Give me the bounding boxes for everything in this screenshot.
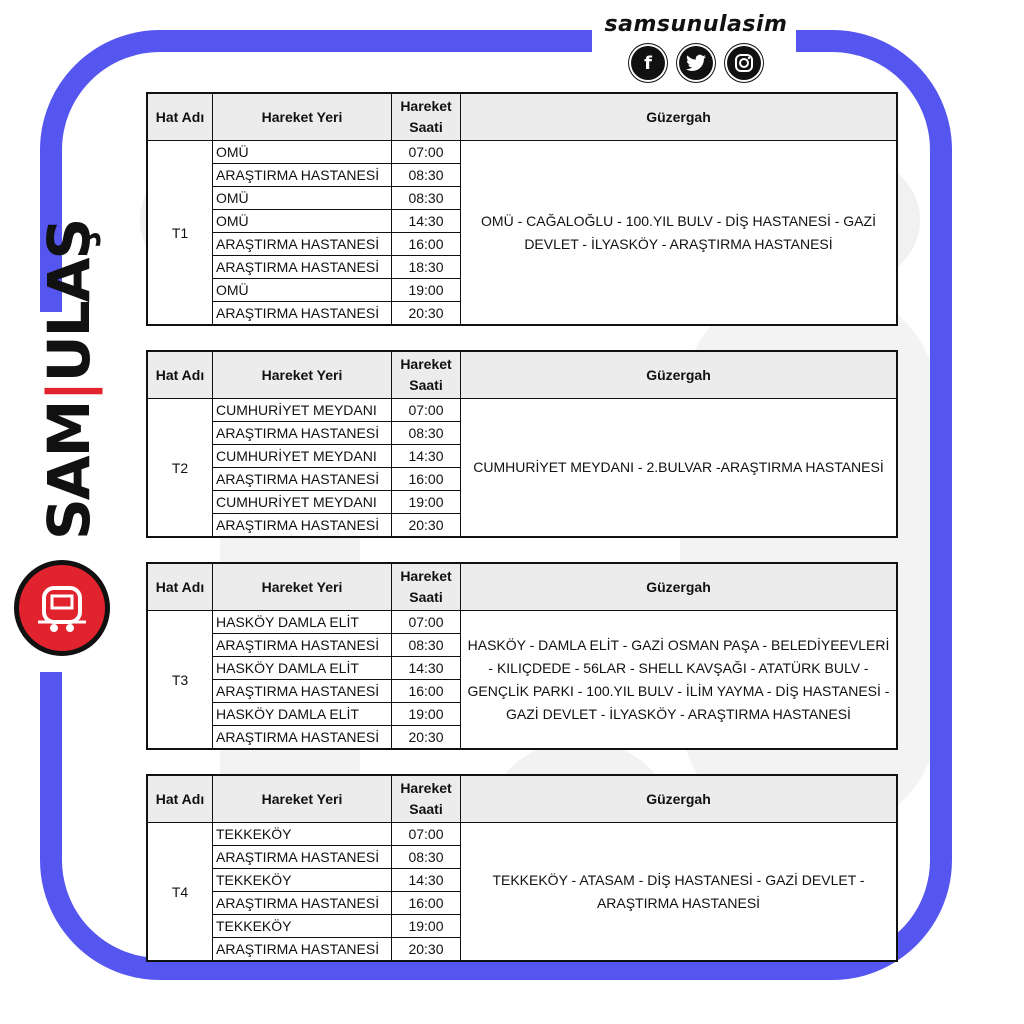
route-cell: CUMHURİYET MEYDANI - 2.BULVAR -ARAŞTIRMA HASTANESİ [461,399,898,538]
departure-place-cell: HASKÖY DAMLA ELİT [213,703,392,726]
departure-time-cell: 18:30 [392,256,461,279]
header-hat-adi: Hat Adı [147,351,213,399]
timetable-t2 [146,350,898,538]
line-name-cell: T3 [147,611,213,750]
header-hareket-saati [392,351,461,399]
timetable-t4 [146,774,898,962]
departure-time-cell: 19:00 [392,915,461,938]
header-guzergah: Güzergah [461,351,898,399]
timetable-t3 [146,562,898,750]
logo-divider: | [35,382,103,402]
departure-place-cell: ARAŞTIRMA HASTANESİ [213,892,392,915]
route-cell: OMÜ - CAĞALOĞLU - 100.YIL BULV - DİŞ HASTANESİ - GAZİ DEVLET - İLYASKÖY - ARAŞTIRMA HASTANESİ [461,141,898,326]
header-hat-adi: Hat Adı [147,775,213,823]
brand-header [596,12,796,80]
departure-time-cell: 07:00 [392,399,461,422]
departure-time-cell: 14:30 [392,210,461,233]
departure-time-cell: 16:00 [392,680,461,703]
departure-time-cell: 20:30 [392,302,461,326]
table-row [147,141,897,164]
departure-time-cell: 16:00 [392,892,461,915]
header-saat-line1: Hareket [400,98,452,114]
departure-time-cell: 20:30 [392,514,461,538]
tram-logo-icon [14,560,110,656]
header-saat-line2: Saati [409,377,443,393]
header-hat-adi: Hat Adı [147,93,213,141]
departure-place-cell: ARAŞTIRMA HASTANESİ [213,514,392,538]
social-links [596,46,796,80]
header-saat-line1: Hareket [400,568,452,584]
departure-place-cell: ARAŞTIRMA HASTANESİ [213,938,392,962]
departure-time-cell: 14:30 [392,657,461,680]
route-cell: HASKÖY - DAMLA ELİT - GAZİ OSMAN PAŞA - BELEDİYEEVLERİ - KILIÇDEDE - 56LAR - SHELL KAVŞAĞI - ATATÜRK BULV - GENÇLİK PARKI - 100.YIL BULV - İLİM YAYMA - DİŞ HASTANESİ - GAZİ DEVLET - İLYASKÖY - ARAŞTIRMA HASTANESİ [461,611,898,750]
departure-time-cell: 08:30 [392,846,461,869]
header-hareket-yeri: Hareket Yeri [213,93,392,141]
header-guzergah: Güzergah [461,775,898,823]
line-name-cell: T1 [147,141,213,326]
table-spacer [146,326,898,350]
line-name-cell: T4 [147,823,213,962]
table-header-row [147,775,897,823]
departure-place-cell: TEKKEKÖY [213,915,392,938]
departure-place-cell: CUMHURİYET MEYDANI [213,399,392,422]
departure-place-cell: HASKÖY DAMLA ELİT [213,611,392,634]
timetable-t1 [146,92,898,326]
departure-time-cell: 19:00 [392,491,461,514]
header-hareket-yeri: Hareket Yeri [213,563,392,611]
header-guzergah: Güzergah [461,563,898,611]
departure-time-cell: 08:30 [392,422,461,445]
departure-time-cell: 16:00 [392,468,461,491]
departure-time-cell: 20:30 [392,938,461,962]
departure-place-cell: CUMHURİYET MEYDANI [213,491,392,514]
route-cell: TEKKEKÖY - ATASAM - DİŞ HASTANESİ - GAZİ DEVLET - ARAŞTIRMA HASTANESİ [461,823,898,962]
departure-time-cell: 20:30 [392,726,461,750]
header-hareket-saati [392,93,461,141]
departure-time-cell: 07:00 [392,141,461,164]
header-hareket-saati [392,563,461,611]
table-spacer [146,538,898,562]
table-header-row [147,93,897,141]
line-name-cell: T2 [147,399,213,538]
departure-time-cell: 19:00 [392,279,461,302]
table-row [147,823,897,846]
header-hareket-saati [392,775,461,823]
departure-time-cell: 14:30 [392,445,461,468]
timetables [146,92,898,962]
header-saat-line2: Saati [409,801,443,817]
header-hareket-yeri: Hareket Yeri [213,775,392,823]
logo-text-ulas: ULAŞ [35,219,103,383]
facebook-icon[interactable]: f [631,46,665,80]
instagram-icon[interactable] [727,46,761,80]
departure-place-cell: HASKÖY DAMLA ELİT [213,657,392,680]
departure-place-cell: ARAŞTIRMA HASTANESİ [213,680,392,703]
departure-place-cell: ARAŞTIRMA HASTANESİ [213,164,392,187]
departure-time-cell: 14:30 [392,869,461,892]
departure-place-cell: ARAŞTIRMA HASTANESİ [213,468,392,491]
departure-place-cell: ARAŞTIRMA HASTANESİ [213,233,392,256]
departure-place-cell: CUMHURİYET MEYDANI [213,445,392,468]
departure-time-cell: 08:30 [392,164,461,187]
table-header-row [147,351,897,399]
departure-place-cell: ARAŞTIRMA HASTANESİ [213,634,392,657]
departure-time-cell: 19:00 [392,703,461,726]
header-saat-line1: Hareket [400,356,452,372]
brand-handle: samsunulasim [604,12,788,37]
header-saat-line2: Saati [409,589,443,605]
samulas-logo-text [35,219,103,540]
departure-time-cell: 16:00 [392,233,461,256]
departure-time-cell: 07:00 [392,611,461,634]
departure-place-cell: ARAŞTIRMA HASTANESİ [213,256,392,279]
twitter-icon[interactable] [679,46,713,80]
header-saat-line2: Saati [409,119,443,135]
header-guzergah: Güzergah [461,93,898,141]
departure-place-cell: ARAŞTIRMA HASTANESİ [213,422,392,445]
departure-place-cell: TEKKEKÖY [213,869,392,892]
table-spacer [146,750,898,774]
header-hat-adi: Hat Adı [147,563,213,611]
header-hareket-yeri: Hareket Yeri [213,351,392,399]
departure-time-cell: 08:30 [392,634,461,657]
departure-place-cell: OMÜ [213,279,392,302]
departure-time-cell: 07:00 [392,823,461,846]
logo-text-sam: SAM [35,401,103,540]
departure-place-cell: TEKKEKÖY [213,823,392,846]
table-header-row [147,563,897,611]
table-row [147,399,897,422]
departure-place-cell: OMÜ [213,187,392,210]
departure-place-cell: ARAŞTIRMA HASTANESİ [213,726,392,750]
departure-place-cell: OMÜ [213,141,392,164]
departure-place-cell: ARAŞTIRMA HASTANESİ [213,846,392,869]
departure-time-cell: 08:30 [392,187,461,210]
table-row [147,611,897,634]
departure-place-cell: OMÜ [213,210,392,233]
header-saat-line1: Hareket [400,780,452,796]
departure-place-cell: ARAŞTIRMA HASTANESİ [213,302,392,326]
